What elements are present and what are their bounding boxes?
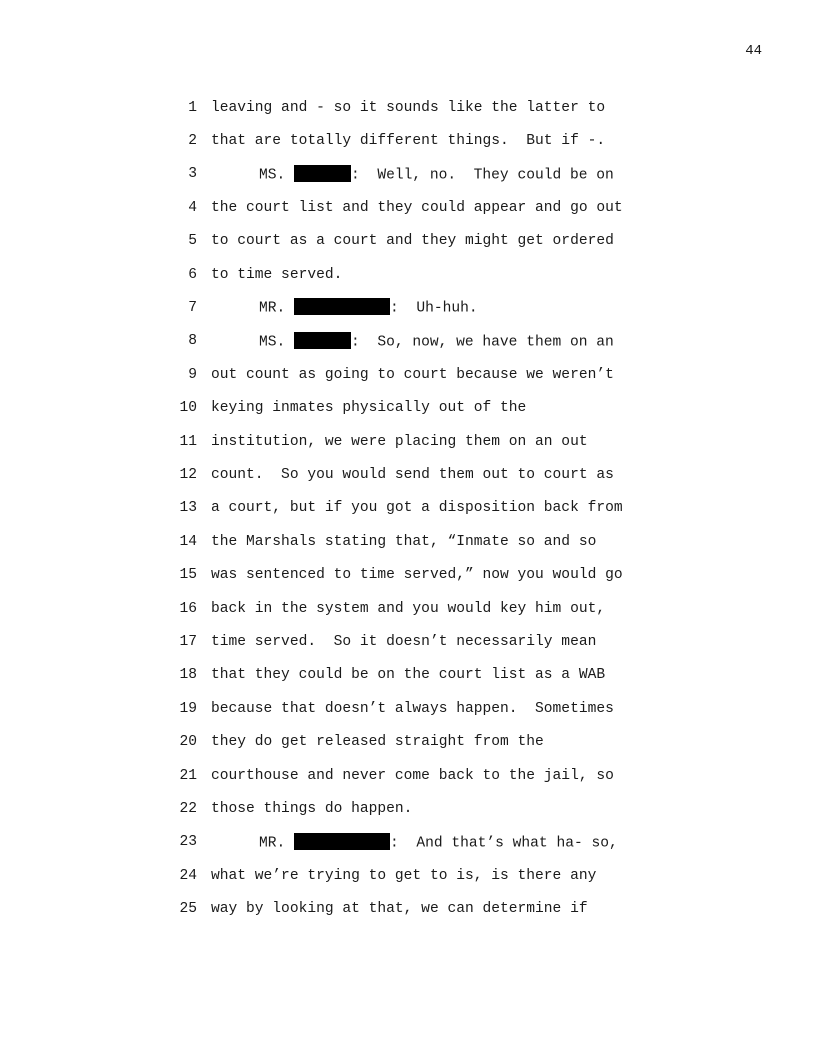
transcript-line xyxy=(176,492,676,525)
transcript-line xyxy=(176,158,676,191)
speaker-title: MS. xyxy=(259,167,286,184)
line-text: leaving and - so it sounds like the latter to xyxy=(211,99,606,116)
transcript-line xyxy=(176,525,676,558)
transcript-line xyxy=(176,91,676,124)
line-text: keying inmates physically out of the xyxy=(211,400,527,417)
line-number: 3 xyxy=(188,166,197,183)
line-number: 15 xyxy=(179,567,197,584)
transcript-line xyxy=(176,592,676,625)
line-number: 13 xyxy=(179,500,197,517)
transcript-line xyxy=(176,425,676,458)
speaker-title: MR. xyxy=(259,834,286,851)
transcript-line xyxy=(176,291,676,324)
redacted-name xyxy=(294,332,351,349)
line-number: 10 xyxy=(179,400,197,417)
line-text: to time served. xyxy=(211,266,343,283)
line-text: time served. So it doesn’t necessarily mean xyxy=(211,633,597,650)
line-number: 18 xyxy=(179,667,197,684)
transcript-line xyxy=(176,759,676,792)
redacted-name xyxy=(294,165,351,182)
transcript-line xyxy=(176,625,676,658)
transcript-line xyxy=(176,458,676,491)
line-number: 9 xyxy=(188,366,197,383)
line-number: 25 xyxy=(179,901,197,918)
transcript-line xyxy=(176,124,676,157)
line-number: 17 xyxy=(179,633,197,650)
line-text xyxy=(211,834,618,851)
line-text: institution, we were placing them on an out xyxy=(211,433,588,450)
line-text: the Marshals stating that, “Inmate so and so xyxy=(211,533,597,550)
line-number: 7 xyxy=(188,300,197,317)
speaker-statement: : So, now, we have them on an xyxy=(351,334,614,351)
speaker-statement: : Well, no. They could be on xyxy=(351,167,614,184)
line-number: 20 xyxy=(179,734,197,751)
redacted-name xyxy=(294,298,390,315)
line-number: 6 xyxy=(188,266,197,283)
transcript-line xyxy=(176,725,676,758)
line-text: to court as a court and they might get ordered xyxy=(211,233,614,250)
line-number: 22 xyxy=(179,800,197,817)
speaker-statement: : And that’s what ha- so, xyxy=(390,834,618,851)
transcript-body xyxy=(176,91,676,926)
line-text: way by looking at that, we can determine if xyxy=(211,901,588,918)
transcript-line xyxy=(176,692,676,725)
line-number: 19 xyxy=(179,700,197,717)
line-number: 4 xyxy=(188,199,197,216)
speaker-title: MS. xyxy=(259,334,286,351)
page-number: 44 xyxy=(745,43,762,59)
transcript-line xyxy=(176,225,676,258)
line-number: 8 xyxy=(188,333,197,350)
line-number: 23 xyxy=(179,834,197,851)
transcript-line xyxy=(176,191,676,224)
transcript-line xyxy=(176,792,676,825)
transcript-line xyxy=(176,325,676,358)
line-text: because that doesn’t always happen. Sometimes xyxy=(211,700,614,717)
line-text: courthouse and never come back to the jail, so xyxy=(211,767,614,784)
line-number: 2 xyxy=(188,133,197,150)
line-number: 21 xyxy=(179,767,197,784)
line-text: that are totally different things. But if -. xyxy=(211,133,606,150)
line-text: the court list and they could appear and go out xyxy=(211,199,623,216)
line-number: 12 xyxy=(179,466,197,483)
speaker-statement: : Uh-huh. xyxy=(390,300,478,317)
line-text: back in the system and you would key him out, xyxy=(211,600,606,617)
line-number: 24 xyxy=(179,867,197,884)
transcript-line xyxy=(176,659,676,692)
speaker-title: MR. xyxy=(259,300,286,317)
transcript-line xyxy=(176,859,676,892)
line-text xyxy=(211,333,614,350)
transcript-line xyxy=(176,558,676,591)
line-text: that they could be on the court list as a WAB xyxy=(211,667,606,684)
line-number: 14 xyxy=(179,533,197,550)
transcript-line xyxy=(176,392,676,425)
line-number: 5 xyxy=(188,233,197,250)
line-text: they do get released straight from the xyxy=(211,734,544,751)
line-number: 16 xyxy=(179,600,197,617)
line-text: out count as going to court because we weren’t xyxy=(211,366,614,383)
line-text xyxy=(211,299,478,316)
line-text: what we’re trying to get to is, is there any xyxy=(211,867,597,884)
line-number: 11 xyxy=(179,433,197,450)
transcript-line xyxy=(176,358,676,391)
line-text xyxy=(211,166,614,183)
line-number: 1 xyxy=(188,99,197,116)
line-text: was sentenced to time served,” now you would go xyxy=(211,567,623,584)
transcript-line xyxy=(176,892,676,925)
transcript-line xyxy=(176,826,676,859)
transcript-line xyxy=(176,258,676,291)
line-text: count. So you would send them out to court as xyxy=(211,466,614,483)
redacted-name xyxy=(294,833,390,850)
line-text: a court, but if you got a disposition back from xyxy=(211,500,623,517)
line-text: those things do happen. xyxy=(211,800,413,817)
